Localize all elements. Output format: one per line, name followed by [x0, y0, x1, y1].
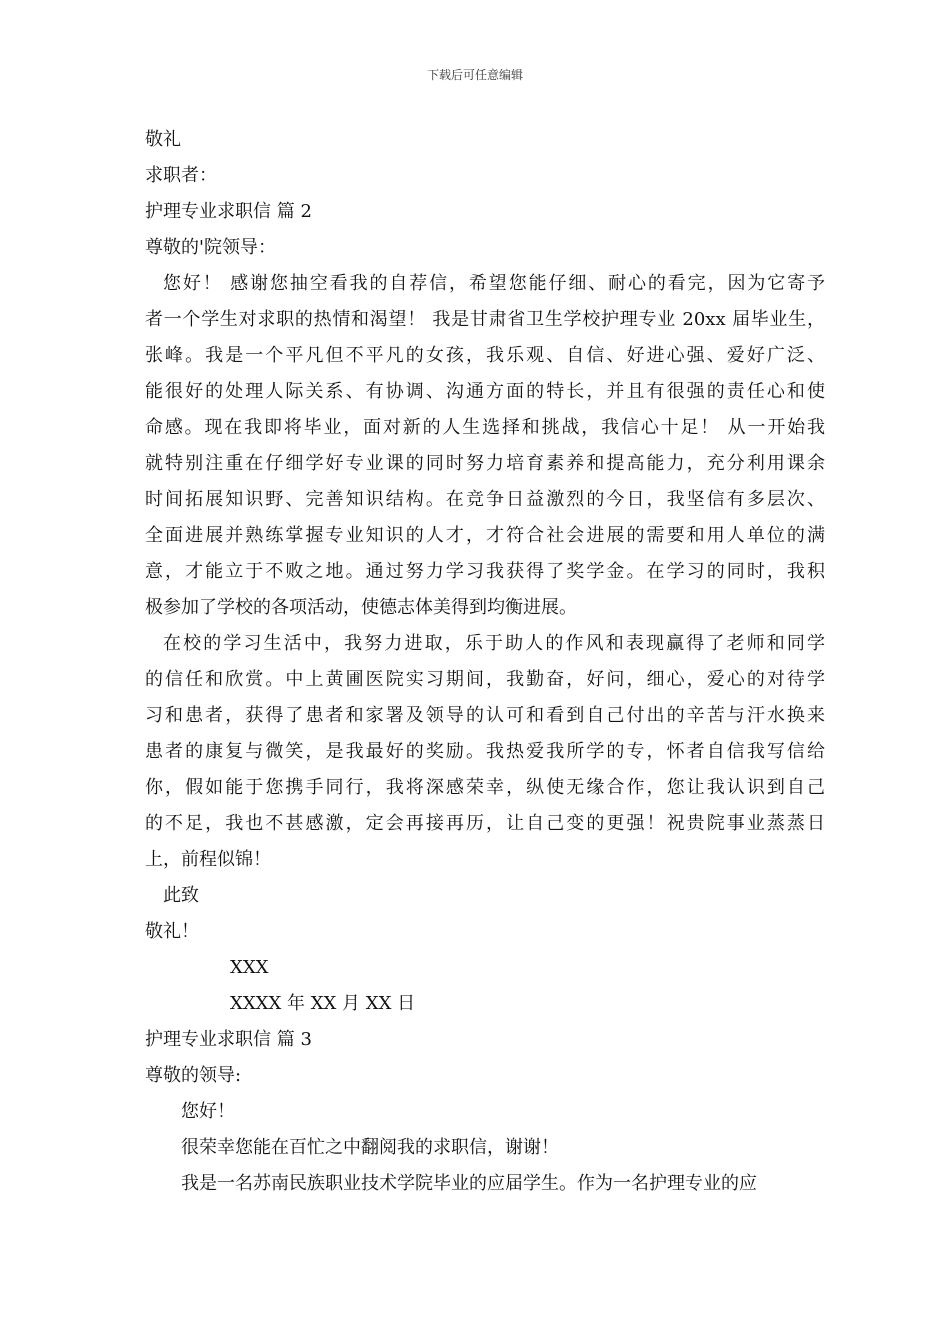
paragraph-line: 全面进展并熟练掌握专业知识的人才，才符合社会进展的需要和用人单位的满 [145, 525, 825, 546]
paragraph-line: 极参加了学校的各项活动，使德志体美得到均衡进展。 [145, 597, 577, 618]
salutation-line: 敬礼 [145, 129, 181, 150]
paragraph-line: 的信任和欣赏。中上黄圃医院实习期间，我勤奋，好问，细心，爱心的对待学 [145, 669, 825, 690]
greeting: 尊敬的'院领导： [145, 237, 276, 258]
paragraph-line: 上，前程似锦！ [145, 849, 271, 870]
paragraph-line: 在校的学习生活中，我努力进取，乐于助人的作风和表现赢得了老师和同学 [163, 633, 825, 654]
paragraph-line: 你，假如能于您携手同行，我将深感荣幸，纵使无缘合作，您让我认识到自己 [145, 777, 825, 798]
paragraph-line: 意，才能立于不败之地。通过努力学习我获得了奖学金。在学习的同时，我积 [145, 561, 825, 582]
paragraph-line: 您好！ 感谢您抽空看我的自荐信，希望您能仔细、耐心的看完，因为它寄予 [163, 273, 825, 294]
closing: 此致 [163, 885, 199, 906]
paragraph-line: 命感。现在我即将毕业，面对新的人生选择和挑战，我信心十足！ 从一开始我 [145, 417, 825, 438]
paragraph-line: 就特别注重在仔细学好专业课的同时努力培育素养和提高能力，充分利用课余 [145, 453, 825, 474]
paragraph-line: 习和患者，获得了患者和家署及领导的认可和看到自己付出的辛苦与汗水换来 [145, 705, 825, 726]
applicant-label: 求职者： [145, 165, 217, 186]
paragraph-line: 能很好的处理人际关系、有协调、沟通方面的特长，并且有很强的责任心和使 [145, 381, 825, 402]
page-header: 下载后可任意编辑 [426, 68, 523, 82]
document-body [145, 122, 825, 1202]
date: XXXX 年 XX 月 XX 日 [230, 993, 416, 1014]
paragraph-1 [145, 266, 825, 626]
paragraph-line: 时间拓展知识野、完善知识结构。在竞争日益激烈的今日，我坚信有多层次、 [145, 489, 825, 510]
paragraph-line: 张峰。我是一个平凡但不平凡的女孩，我乐观、自信、好进心强、爱好广泛、 [145, 345, 825, 366]
paragraph-line: 者一个学生对求职的热情和渴望！ 我是甘肃省卫生学校护理专业 20xx 届毕业生， [145, 309, 825, 330]
section-title: 护理专业求职信 篇 2 [145, 201, 312, 222]
thanks-line: 很荣幸您能在百忙之中翻阅我的求职信，谢谢！ [181, 1137, 559, 1158]
paragraph-line: 患者的康复与微笑，是我最好的奖励。我热爱我所学的专，怀者自信我写信给 [145, 741, 825, 762]
intro-line: 我是一名苏南民族职业技术学院毕业的应届学生。作为一名护理专业的应 [181, 1173, 757, 1194]
paragraph-2 [145, 626, 825, 878]
section-title: 护理专业求职信 篇 3 [145, 1029, 312, 1050]
greeting: 尊敬的领导: [145, 1065, 242, 1086]
hello-line: 您好！ [181, 1101, 235, 1122]
paragraph-line: 的不足，我也不甚感激，定会再接再历，让自己变的更强！祝贵院事业蒸蒸日 [145, 813, 825, 834]
salute: 敬礼！ [145, 921, 199, 942]
signature: XXX [230, 957, 269, 978]
